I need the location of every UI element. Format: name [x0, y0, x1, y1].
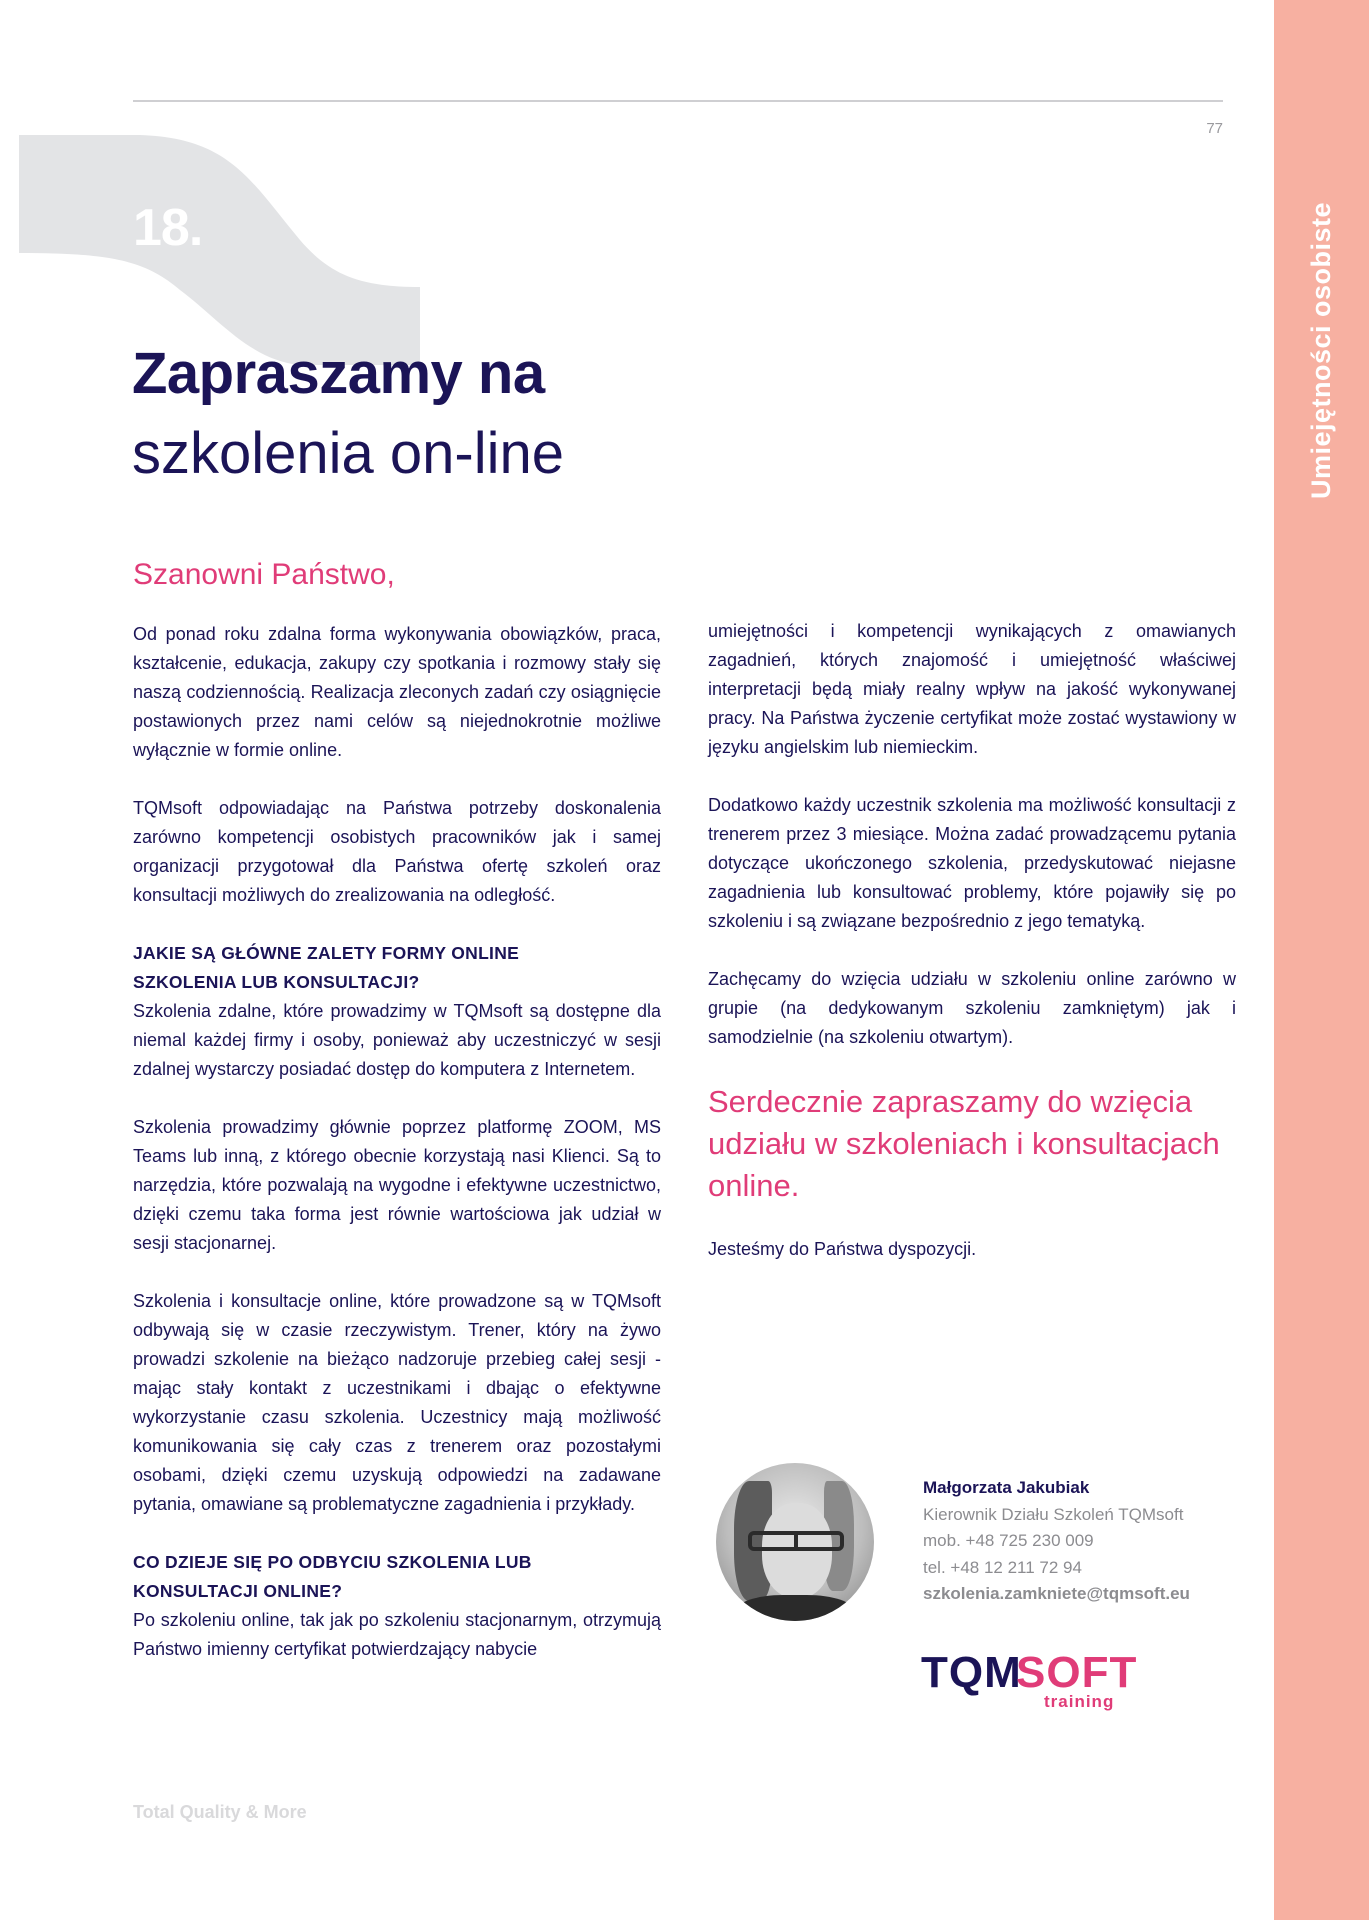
- contact-details: [923, 1475, 1190, 1608]
- greeting-heading: Szanowni Państwo,: [133, 558, 395, 591]
- section-label-text: Umiejętności osobiste: [1306, 201, 1337, 499]
- intro-paragraph: Od ponad roku zdalna forma wykonywania obowiązków, praca, kształcenie, edukacja, zakupy czy spotkania i rozmowy stały się naszą codziennością. Realizacja zleconych zadań czy osiągnięcie postawionych przez nami celów są niejednokrotnie możliwe wyłącznie w formie online.: [133, 624, 661, 760]
- page-number: 77: [1206, 120, 1223, 137]
- section-heading-after-training: CO DZIEJE SIĘ PO ODBYCIU SZKOLENIA LUB KONSULTACJI ONLINE?: [133, 1552, 532, 1601]
- logo-tqm: TQM: [921, 1648, 1022, 1697]
- tqmsoft-training-logo: [921, 1648, 1141, 1711]
- advantages-paragraph: Szkolenia zdalne, które prowadzimy w TQMsoft są dostępne dla niemal każdej firmy i osoby, ponieważ aby uczestniczyć w sesji zdalnej wystarczy posiadać dostęp do komputera z Internetem.: [133, 1001, 661, 1079]
- contact-card: [716, 1463, 1256, 1623]
- chapter-number: 18.: [133, 199, 203, 257]
- wave-shape-path: [19, 135, 420, 365]
- advantages-paragraph: Szkolenia i konsultacje online, które prowadzone są w TQMsoft odbywają się w czasie rzeczywistym. Trener, który na żywo prowadzi szkolenie na bieżąco nadzoruje przebieg całej sesji - mając stały kontakt z uczestnikami i dbając o efektywne wykorzystanie czasu szkolenia. Uczestnicy mają możliwość komunikowania się cały czas z trenerem oraz pozostałymi osobami, dzięki czemu uzyskują odpowiedzi na zadawane pytania, omawiane są problematyczne zagadnienia i przykłady.: [133, 1291, 661, 1514]
- after-training-paragraph: Po szkoleniu online, tak jak po szkoleniu stacjonarnym, otrzymują Państwo imienny certyfikat potwierdzający nabycie: [133, 1610, 661, 1659]
- certificate-paragraph: umiejętności i kompetencji wynikających z omawianych zagadnień, których znajomość i umiejętność właściwej interpretacji będą miały realny wpływ na jakość wykonywanej pracy. Na Państwa życzenie certyfikat może zostać wystawiony w języku angielskim lub niemieckim.: [708, 621, 1236, 757]
- contact-phone[interactable]: tel. +48 12 211 72 94: [923, 1557, 1082, 1577]
- right-column: [708, 617, 1236, 1293]
- advantages-paragraph: Szkolenia prowadzimy głównie poprzez platformę ZOOM, MS Teams lub inną, z którego obecnie korzystają nasi Klienci. Są to narzędzia, które pozwalają na wygodne i efektywne uczestnictwo, dzięki czemu taka forma jest równie wartościowa jak udział w sesji stacjonarnej.: [133, 1117, 661, 1253]
- page-title-bold: Zapraszamy na: [132, 341, 545, 406]
- section-side-label: [1274, 195, 1369, 505]
- invitation-callout: Serdecznie zapraszamy do wzięcia udziału w szkoleniach i konsultacjach online.: [708, 1084, 1220, 1203]
- consultation-paragraph: Dodatkowo każdy uczestnik szkolenia ma możliwość konsultacji z trenerem przez 3 miesiące. Można zadać prowadzącemu pytania dotyczące ukończonego szkolenia, przedyskutować niejasne zagadnienia lub konsultować problemy, które pojawiły się po szkoleniu i są związane bezpośrednio z jego tematyką.: [708, 795, 1236, 931]
- logo-training: training: [1044, 1692, 1115, 1711]
- contact-mobile[interactable]: mob. +48 725 230 009: [923, 1531, 1094, 1550]
- contact-role: Kierownik Działu Szkoleń TQMsoft: [923, 1504, 1184, 1524]
- contact-avatar: [716, 1463, 874, 1621]
- intro-paragraph: TQMsoft odpowiadając na Państwa potrzeby doskonalenia zarówno kompetencji osobistych pracowników jak i samej organizacji przygotował dla Państwa ofertę szkoleń oraz konsultacji możliwych do zrealizowania na odległość.: [133, 798, 661, 905]
- footer-tagline: Total Quality & More: [133, 1802, 307, 1822]
- contact-email[interactable]: szkolenia.zamkniete@tqmsoft.eu: [923, 1584, 1190, 1603]
- logo-soft: SOFT: [1016, 1648, 1138, 1697]
- contact-name: Małgorzata Jakubiak: [923, 1478, 1090, 1497]
- encouragement-paragraph: Zachęcamy do wzięcia udziału w szkoleniu online zarówno w grupie (na dedykowanym szkoleniu zamkniętym) jak i samodzielnie (na szkoleniu otwartym).: [708, 969, 1236, 1047]
- closing-line: Jesteśmy do Państwa dyspozycji.: [708, 1239, 977, 1259]
- page-title-light: szkolenia on-line: [132, 421, 565, 486]
- left-column: [133, 620, 661, 1693]
- header-divider: [133, 100, 1223, 102]
- section-heading-advantages: JAKIE SĄ GŁÓWNE ZALETY FORMY ONLINE SZKOLENIA LUB KONSULTACJI?: [133, 943, 520, 992]
